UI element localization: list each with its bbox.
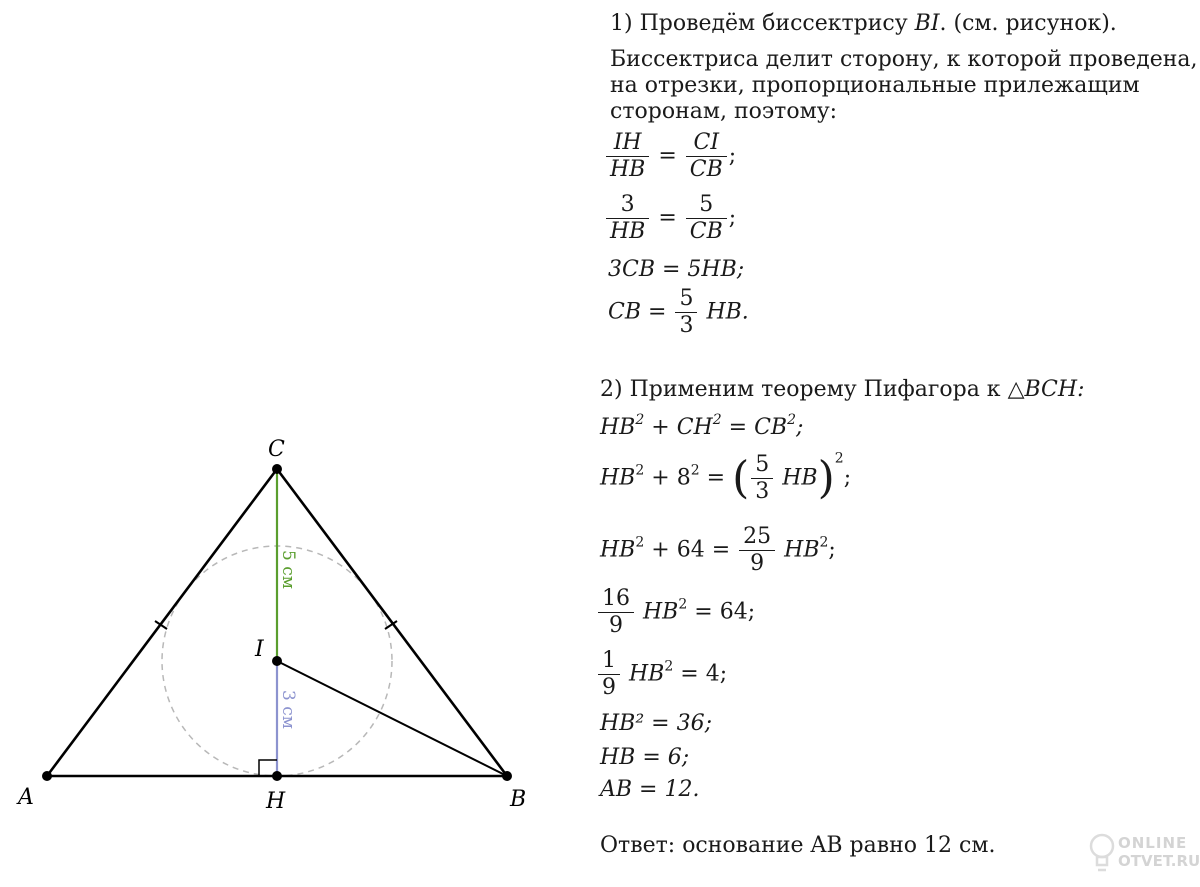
step1-text-line-1: Биссектриса делит сторону, к которой проведена,: [610, 47, 1198, 72]
equation-cross-multiplied: 3CB = 5HB;: [608, 257, 745, 282]
step1-text-line-2: на отрезки, пропорциональные прилежащим: [610, 73, 1140, 98]
point-A: [42, 771, 52, 781]
point-C: [272, 464, 282, 474]
label-CI-length: 5 см: [278, 550, 298, 589]
label-A: A: [18, 785, 34, 810]
step1-heading: 1) Проведём биссектрису BI. (см. рисунок).: [610, 11, 1117, 36]
equation-AB: AB = 12.: [600, 777, 700, 802]
equation-proportion: $\frac{IH}{HB}$ = $\frac{CI}{CB}$ ;: [604, 130, 736, 183]
point-H: [272, 771, 282, 781]
equation-one-ninth: $\frac{1}{9}$ $HB^2 = 4$;: [596, 648, 727, 701]
side-CB: [277, 469, 507, 776]
equation-pythagoras-substituted: $HB^2 + 8^2$ = ( $\frac{5}{3}$ HB)$^2$;: [600, 450, 852, 504]
equation-HB: HB = 6;: [600, 745, 690, 770]
label-B: B: [510, 787, 527, 812]
equation-sixteen-ninths: $\frac{16}{9}$ $HB^2 = 64$;: [596, 586, 755, 639]
equation-HB-squared: HB² = 36;: [600, 711, 712, 736]
side-AC: [47, 469, 277, 776]
point-B: [502, 771, 512, 781]
equation-CB: CB = $\frac{5}{3}$ HB.: [608, 286, 749, 338]
step1-text-line-3: сторонам, поэтому:: [610, 99, 838, 124]
equation-expanded: $HB^2 + 64$ = $\frac{25}{9}$ $HB^2$;: [600, 524, 836, 576]
bisector-BI: [277, 661, 507, 776]
equation-substituted: $\frac{3}{HB}$ = $\frac{5}{CB}$ ;: [604, 192, 736, 245]
label-I: I: [255, 637, 264, 662]
label-C: C: [268, 437, 285, 462]
answer-text: Ответ: основание AB равно 12 см.: [600, 833, 996, 858]
equation-pythagoras: $HB^2 + CH^2 = CB^2$;: [600, 412, 804, 440]
step2-heading: 2) Применим теорему Пифагора к △BCH:: [600, 377, 1085, 402]
watermark-line-1: ONLINE: [1118, 834, 1188, 852]
point-I: [272, 656, 282, 666]
watermark-line-2: OTVET.RU: [1118, 852, 1200, 870]
label-H: H: [266, 789, 286, 814]
watermark: [1088, 828, 1200, 880]
label-IH-length: 3 см: [278, 690, 298, 729]
